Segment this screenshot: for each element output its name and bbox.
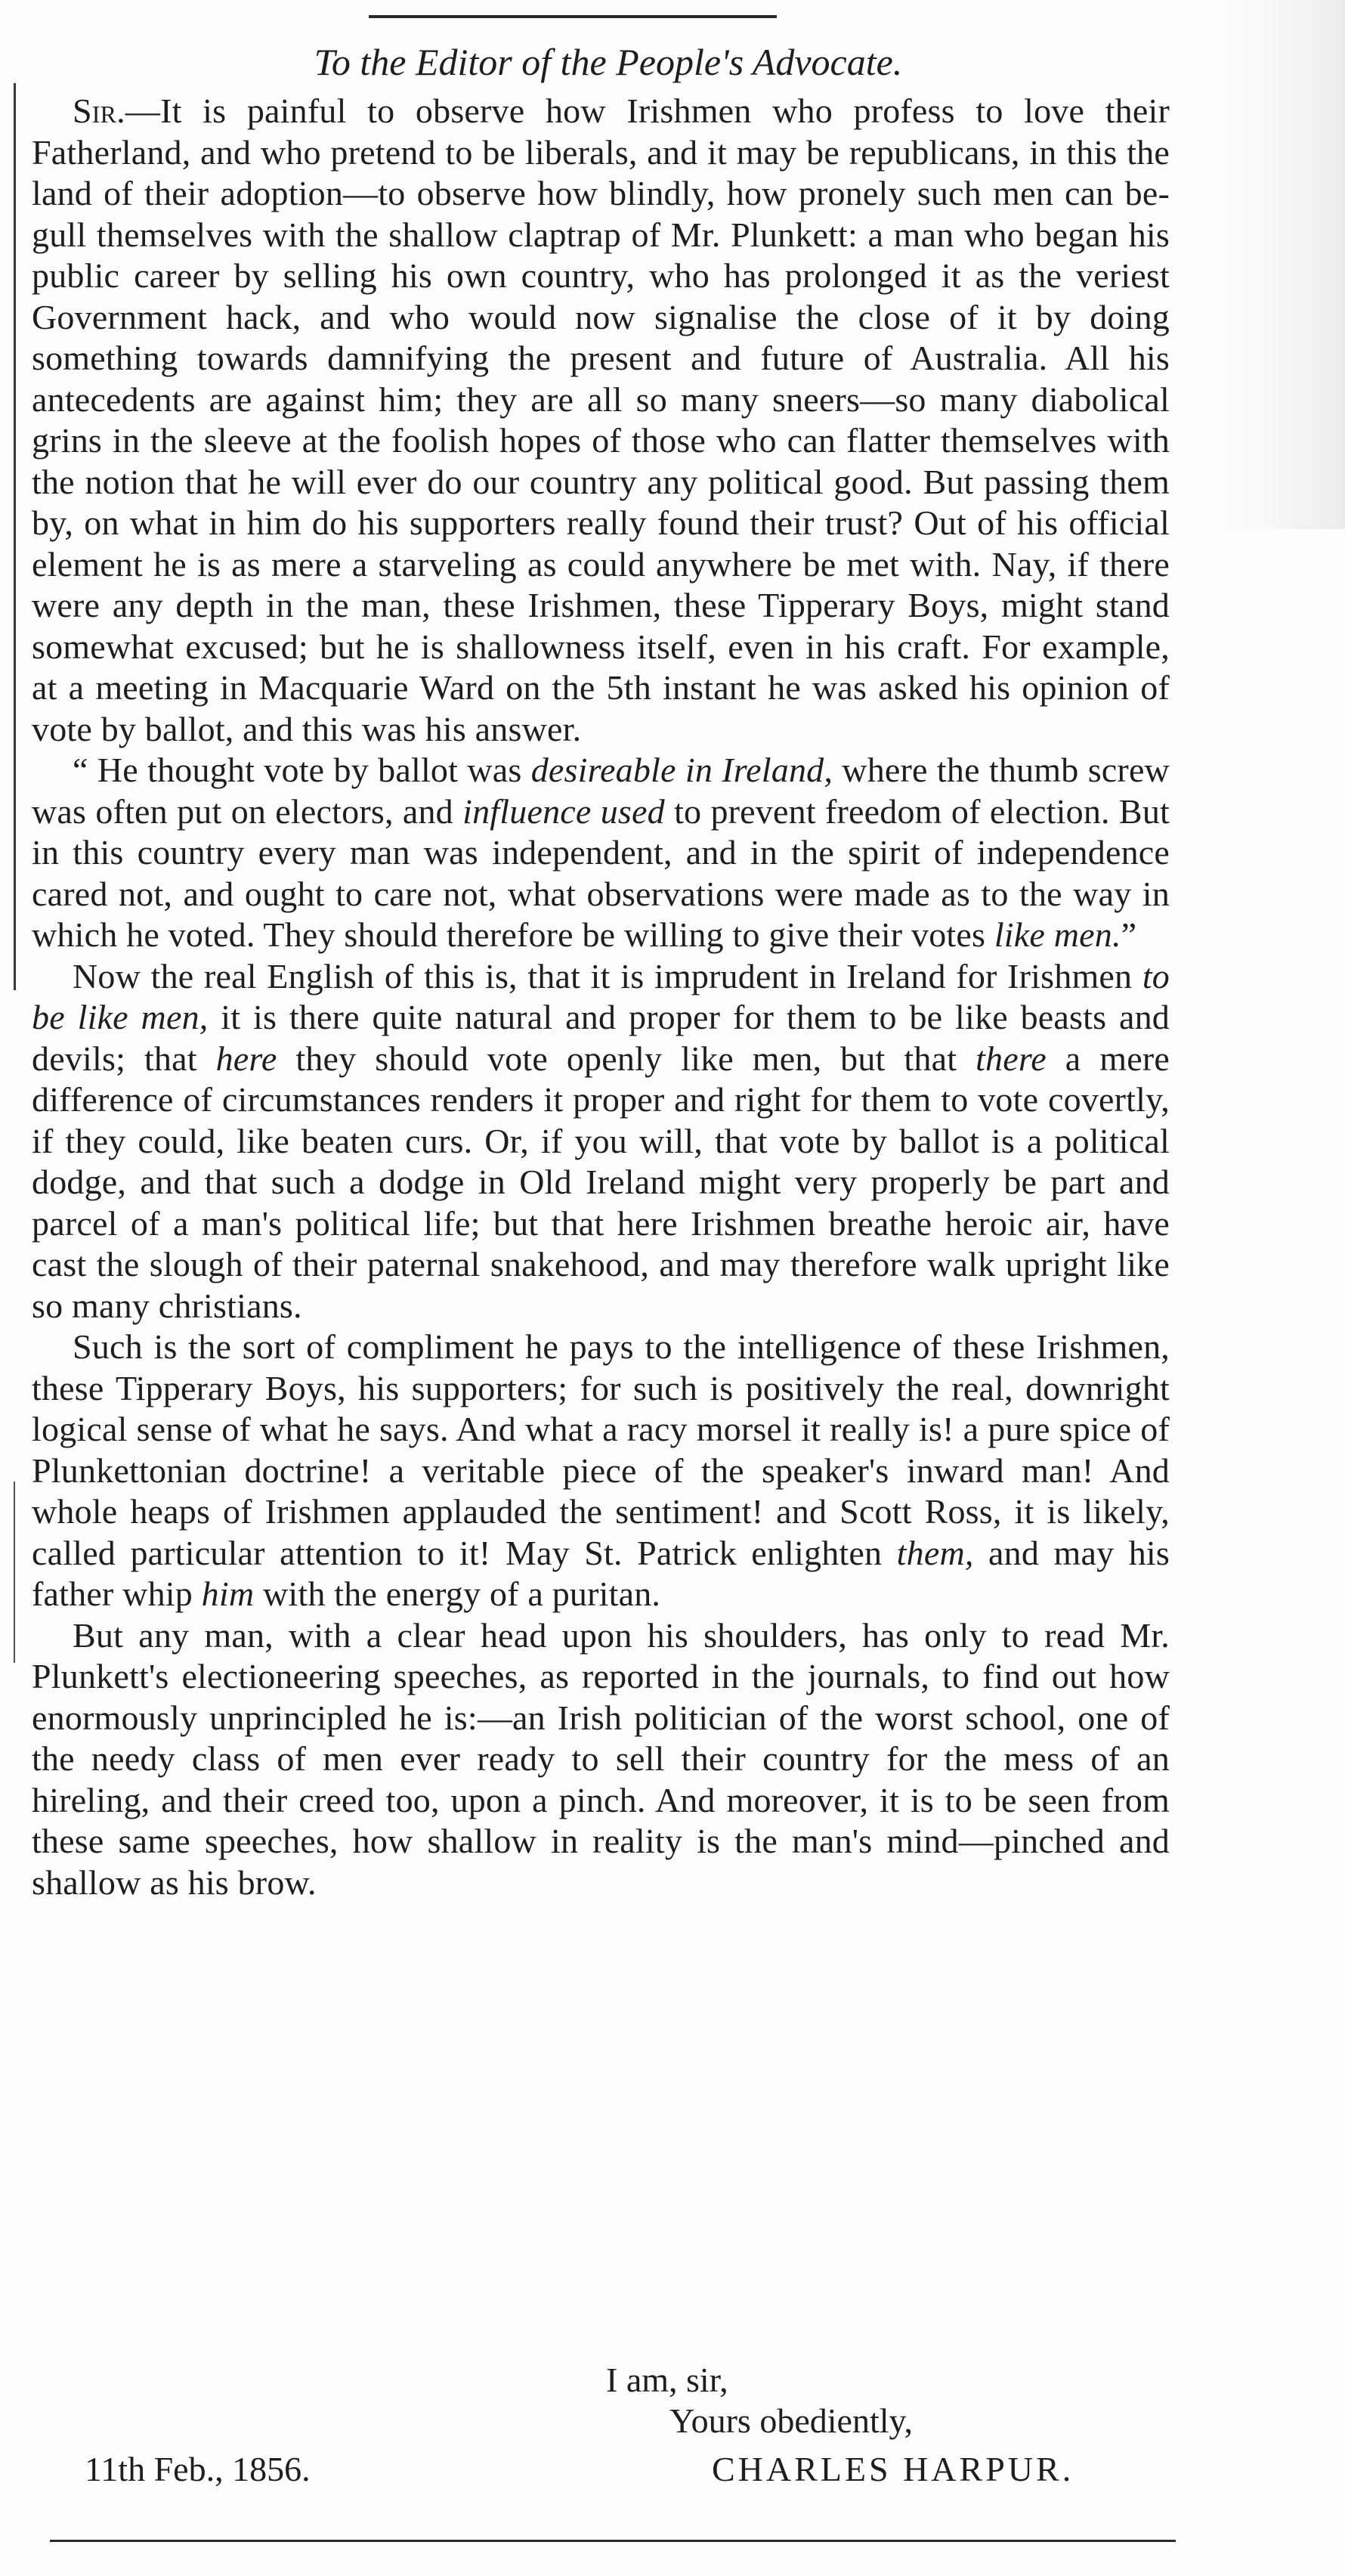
paragraph-2-quote — [32, 750, 1170, 956]
italic-run: them, — [896, 1533, 974, 1572]
closing-line-1: I am, sir, — [606, 2361, 728, 2399]
paragraph-1-text: —It is painful to observe how Irishmen who profess to love their Fatherland, and who pretend to be liberals, and it may be republicans, in this the land of their adoption—to observe how blindly, how pronely such men can be-gull themselves with the shallow claptrap of Mr. Plunkett: a man who began his public career by selling his own country, who has prolonged it as the veriest Government hack, and who would now signalise the close of it by doing something towards damnifying the present and future of Australia. All his antecedents are against him; they are all so many sneers—so many diabolical grins in the sleeve at the foolish hopes of those who can flatter themselves with the notion that he will ever do our country any political good. But passing them by, on what in him do his supporters really found their trust? Out of his official element he is as mere a starveling as could anywhere be met with. Nay, if there were any depth in the man, these Irishmen, these Tipperary Boys, might stand somewhat excused; but he is shallowness itself, even in his craft. For example, at a meeting in Macquarie Ward on the 5th instant he was asked his opinion of vote by ballot, and this was his answer. — [32, 91, 1170, 748]
bleed-through-shading — [1224, 0, 1345, 529]
paragraph-1 — [32, 91, 1170, 750]
letter-date: 11th Feb., 1856. — [85, 2450, 311, 2488]
letter-article — [32, 39, 1170, 1903]
top-rule — [369, 15, 777, 18]
text-run: and may his father whip — [32, 1533, 1170, 1613]
text-run: with the energy of a puritan. — [254, 1574, 661, 1613]
italic-run: like men. — [994, 915, 1121, 954]
paragraph-3 — [32, 956, 1170, 1327]
text-run: where the thumb screw was often put on electors, and — [32, 751, 1170, 831]
column-rule-lower — [14, 1482, 15, 1663]
column-rule — [14, 83, 16, 990]
italic-run: here — [215, 1039, 277, 1078]
text-run: Now the real English of this is, that it is imprudent in Ireland for Irishmen — [73, 956, 1142, 995]
italic-run: influence used — [462, 791, 665, 831]
italic-run: to be like men, — [32, 956, 1170, 1036]
text-run: ” — [1121, 915, 1137, 954]
salutation: Sir. — [73, 91, 125, 130]
paragraph-4 — [32, 1327, 1170, 1615]
letter-heading: To the Editor of the People's Advocate. — [314, 41, 903, 83]
italic-run: him — [201, 1574, 255, 1613]
text-run: Such is the sort of compliment he pays to the intelligence of these Irishmen, these Tipperary Boys, his supporters; for such is positively the real, downright logical sense of what he says. And what a racy morsel it really is! a pure spice of Plunkettonian doctrine! a veritable piece of the speaker's inward man! And whole heaps of Irishmen applauded the sentiment! and Scott Ross, it is likely, called particular attention to it! May St. Patrick enlighten — [32, 1327, 1170, 1572]
paragraph-5: But any man, with a clear head upon his shoulders, has only to read Mr. Plunkett's electioneering speeches, as reported in the journals, to find out how enormously unprincipled he is:—an Irish politician of the worst school, one of the needy class of men ever ready to sell their country for the mess of an hireling, and their creed too, upon a pinch. And moreover, it is to be seen from these same speeches, how shallow in reality is the man's mind—pinched and shallow as his brow. — [32, 1615, 1170, 1902]
bottom-rule — [50, 2540, 1176, 2542]
text-run: they should vote openly like men, but that — [277, 1039, 976, 1078]
italic-run: desireable in Ireland, — [530, 751, 833, 789]
text-run: to prevent freedom of election. But in this country every man was independent, and in the spirit of independence cared not, and ought to care not, what observations were made as to the way in which he voted. They should therefore be willing to give their votes — [32, 791, 1170, 954]
text-run: “ He thought vote by ballot was — [73, 751, 531, 789]
text-run: a mere difference of circumstances renders it proper and right for them to vote covertly, if they could, like beaten curs. Or, if you will, that vote by ballot is a political dodge, and that such a dodge in Old Ireland might very properly be part and parcel of a man's political life; but that here Irishmen breathe heroic air, have cast the slough of their paternal snakehood, and may therefore walk upright like so many christians. — [32, 1039, 1170, 1325]
text-run: it is there quite natural and proper for them to be like beasts and devils; that — [32, 998, 1170, 1078]
signature: CHARLES HARPUR. — [712, 2450, 1074, 2488]
italic-run: there — [976, 1039, 1047, 1078]
closing-line-2: Yours obediently, — [669, 2401, 914, 2440]
